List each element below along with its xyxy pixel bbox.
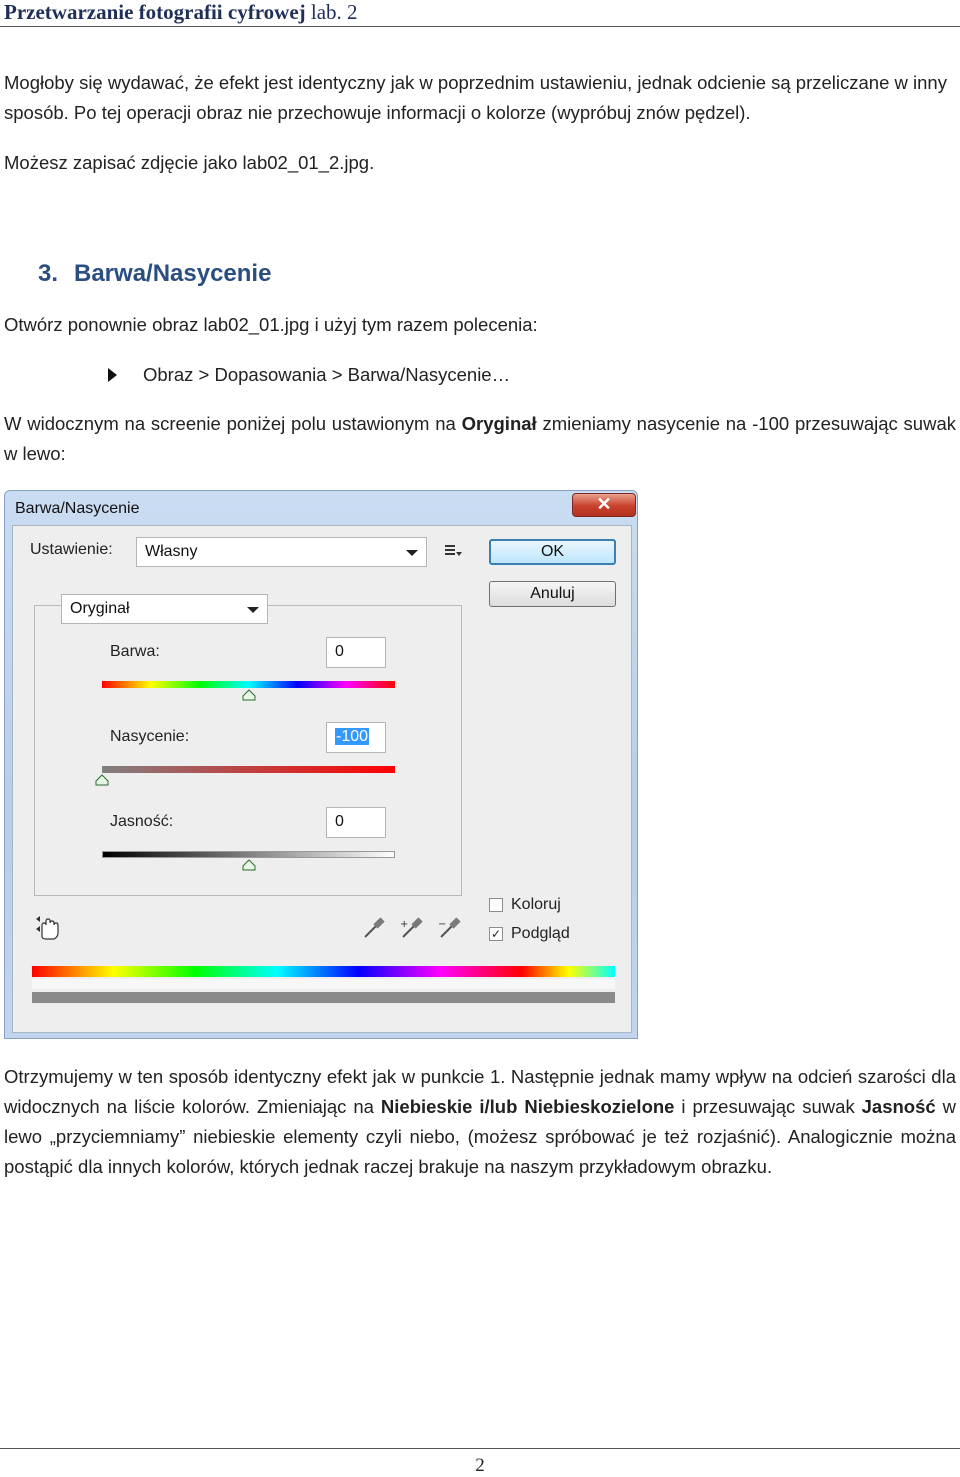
section-title: Barwa/Nasycenie [74, 260, 272, 287]
header-title-rest: lab. 2 [305, 0, 358, 24]
saturation-value-selected: -100 [336, 728, 369, 745]
paragraph-4-text-c: zmieniamy nasycenie na -100 przesuwając suwak w lewo: [4, 413, 956, 464]
ok-button[interactable]: OK [489, 539, 616, 565]
footer-divider [0, 1448, 960, 1449]
hue-saturation-dialog [4, 490, 638, 1039]
paragraph-1: Mogłoby się wydawać, że efekt jest identyczny jak w poprzednim ustawieniu, jednak odcienie są przeliczane w inny sposób. Po tej operacji obraz nie przechowuje informacji o kolorze (wypróbuj znów pędzel). [4, 72, 947, 123]
paragraph-3: Otwórz ponownie obraz lab02_01.jpg i użyj tym razem polecenia: [4, 314, 538, 335]
paragraph-5-text-e: w lewo „przyciemniamy” niebieskie elementy czyli niebo, (możesz spróbować je też rozjaśnić). Analogicznie można postąpić dla innych kolorów, których jednak raczej brakuje na naszym przykładowym obrazku. [4, 1096, 956, 1177]
section-heading [38, 260, 271, 288]
channel-value: Oryginał [70, 600, 130, 617]
hue-input[interactable]: 0 [326, 637, 386, 668]
header-divider [0, 26, 960, 27]
dialog-title: Barwa/Nasycenie [15, 500, 140, 517]
saturation-label: Nasycenie: [110, 728, 190, 745]
chevron-down-icon [247, 607, 259, 613]
page-number: 2 [475, 1455, 485, 1476]
input-spectrum-bar [32, 966, 615, 977]
eyedropper-add-icon[interactable] [399, 915, 425, 941]
paragraph-5-bold-2: Jasność [861, 1096, 936, 1117]
preset-label: Ustawienie: [30, 541, 113, 558]
colorize-label: Koloruj [511, 896, 561, 913]
preset-select[interactable] [136, 537, 427, 567]
paragraph-5-text-c: i przesuwając suwak [674, 1096, 862, 1117]
output-spectrum-bar [32, 992, 615, 1003]
eyedropper-subtract-icon[interactable] [437, 915, 463, 941]
header-title-bold: Przetwarzanie fotografii cyfrowej [4, 0, 306, 24]
hue-slider-thumb[interactable] [242, 689, 256, 701]
preview-label: Podgląd [511, 925, 570, 942]
saturation-slider-thumb[interactable] [95, 774, 109, 786]
svg-text:−: − [438, 919, 447, 930]
lightness-slider-track[interactable] [102, 851, 395, 858]
menu-path-bullet [108, 360, 510, 390]
saturation-input[interactable] [326, 722, 386, 753]
header-title [4, 0, 358, 25]
spectrum-gap [32, 979, 615, 989]
paragraph-4 [4, 409, 956, 469]
paragraph-5 [4, 1062, 956, 1182]
bullet-arrow-icon [108, 368, 117, 382]
preset-value: Własny [145, 543, 198, 560]
hand-adjust-tool-icon[interactable] [34, 915, 62, 941]
close-button[interactable]: ✕ [572, 493, 636, 517]
menu-path-text: Obraz > Dopasowania > Barwa/Nasycenie… [143, 364, 511, 385]
check-icon: ✓ [490, 927, 502, 941]
paragraph-4-bold: Oryginał [461, 413, 537, 434]
preview-checkbox[interactable] [489, 927, 503, 941]
preset-options-icon[interactable] [444, 543, 464, 559]
saturation-slider-track[interactable] [102, 766, 395, 773]
lightness-slider-thumb[interactable] [242, 859, 256, 871]
eyedropper-icon[interactable] [361, 915, 387, 941]
paragraph-5-text-a: Otrzymujemy w ten sposób identyczny efekt jak w punkcie 1. Następnie jednak mamy wpływ na odcień szarości dla widocznych na liście kolorów. Zmieniając na [4, 1066, 956, 1117]
hue-label: Barwa: [110, 643, 160, 660]
colorize-checkbox[interactable] [489, 898, 503, 912]
section-number: 3. [38, 260, 59, 287]
chevron-down-icon [406, 550, 418, 556]
channel-select[interactable] [61, 594, 268, 624]
dialog-body [12, 525, 632, 1033]
cancel-button[interactable]: Anuluj [489, 581, 616, 607]
svg-text:+: + [400, 919, 409, 930]
paragraph-2: Możesz zapisać zdjęcie jako lab02_01_2.jpg. [4, 152, 375, 173]
lightness-input[interactable]: 0 [326, 807, 386, 838]
lightness-label: Jasność: [110, 813, 174, 830]
hue-slider-track[interactable] [102, 681, 395, 688]
paragraph-5-bold-1: Niebieskie i/lub Niebieskozielone [380, 1096, 675, 1117]
paragraph-4-text-a: W widocznym na screenie poniżej polu ustawionym na [4, 413, 462, 434]
